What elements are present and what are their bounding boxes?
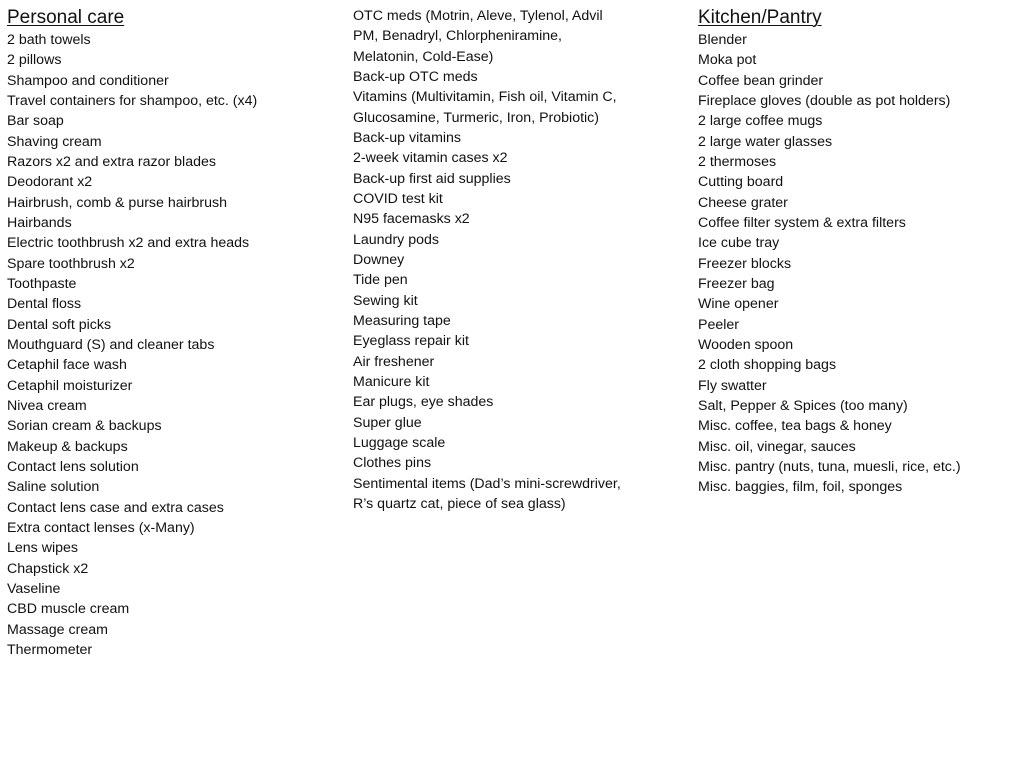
- list-item: Lens wipes: [7, 540, 78, 557]
- list-item-line: OTC meds (Motrin, Aleve, Tylenol, Advil: [353, 8, 603, 24]
- list-item: Manicure kit: [353, 373, 430, 390]
- list-item: Eyeglass repair kit: [353, 333, 469, 350]
- list-item: [353, 474, 688, 515]
- list-item: Super glue: [353, 414, 422, 431]
- list-item: Cutting board: [698, 174, 784, 191]
- list-item: Misc. coffee, tea bags & honey: [698, 418, 892, 435]
- list-item-line: Glucosamine, Turmeric, Iron, Probiotic): [353, 109, 599, 126]
- list-item: 2-week vitamin cases x2: [353, 150, 508, 167]
- list-item: Thermometer: [7, 641, 93, 658]
- heading-kitchen-pantry: Kitchen/Pantry: [698, 7, 822, 28]
- column-personal-care: [7, 6, 342, 660]
- list-item: Shampoo and conditioner: [7, 72, 169, 89]
- list-item: Extra contact lenses (x-Many): [7, 519, 195, 536]
- list-item: Laundry pods: [353, 231, 439, 248]
- list-item: Luggage scale: [353, 434, 446, 451]
- list-kitchen-pantry: [698, 30, 1020, 498]
- list-item: Measuring tape: [353, 312, 451, 329]
- list-item: Contact lens solution: [7, 458, 139, 475]
- list-item: Wooden spoon: [698, 336, 794, 353]
- list-item: 2 bath towels: [7, 32, 91, 48]
- list-item: Freezer blocks: [698, 255, 792, 272]
- list-item: Hairbrush, comb & purse hairbrush: [7, 194, 228, 211]
- list-item: Tide pen: [353, 272, 408, 289]
- list-item: Cetaphil moisturizer: [7, 377, 133, 394]
- list-item: Fly swatter: [698, 377, 767, 394]
- list-item: Contact lens case and extra cases: [7, 499, 224, 516]
- list-item: Deodorant x2: [7, 174, 93, 191]
- list-item: Spare toothbrush x2: [7, 255, 135, 272]
- list-item: COVID test kit: [353, 190, 443, 207]
- list-misc-supplies: [353, 6, 688, 514]
- list-item: Blender: [698, 32, 747, 48]
- list-item: Sorian cream & backups: [7, 418, 162, 435]
- list-item-line: PM, Benadryl, Chlorpheniramine,: [353, 28, 562, 45]
- column-misc-supplies: [353, 6, 688, 514]
- list-item: Back-up vitamins: [353, 129, 462, 146]
- list-item: Massage cream: [7, 621, 108, 638]
- list-item-line: R’s quartz cat, piece of sea glass): [353, 495, 566, 512]
- list-item: 2 thermoses: [698, 153, 777, 170]
- column-kitchen-pantry: [698, 6, 1020, 498]
- list-item: Back-up first aid supplies: [353, 170, 511, 187]
- list-item: Sewing kit: [353, 292, 418, 309]
- list-item: 2 large water glasses: [698, 133, 833, 150]
- list-item: Dental floss: [7, 296, 82, 313]
- list-item: Clothes pins: [353, 455, 432, 472]
- list-item: Dental soft picks: [7, 316, 112, 333]
- list-item: Cheese grater: [698, 194, 788, 211]
- list-item: Freezer bag: [698, 275, 775, 292]
- list-item: Coffee filter system & extra filters: [698, 214, 906, 231]
- list-item: Razors x2 and extra razor blades: [7, 153, 216, 170]
- list-item: Nivea cream: [7, 397, 87, 414]
- list-item: Cetaphil face wash: [7, 357, 127, 374]
- list-item: N95 facemasks x2: [353, 211, 470, 228]
- list-item: Shaving cream: [7, 133, 102, 150]
- list-item: Moka pot: [698, 52, 757, 69]
- list-item: CBD muscle cream: [7, 601, 130, 618]
- list-item: Electric toothbrush x2 and extra heads: [7, 235, 250, 252]
- list-item: Saline solution: [7, 479, 100, 496]
- list-item: Hairbands: [7, 214, 72, 231]
- list-item-line: Melatonin, Cold-Ease): [353, 48, 494, 65]
- list-item: Travel containers for shampoo, etc. (x4): [7, 92, 258, 109]
- list-item: Coffee bean grinder: [698, 72, 824, 89]
- list-item: [353, 87, 688, 128]
- list-item: Chapstick x2: [7, 560, 89, 577]
- list-item: 2 pillows: [7, 52, 62, 69]
- list-item: Back-up OTC meds: [353, 68, 478, 85]
- list-item: Misc. oil, vinegar, sauces: [698, 438, 856, 455]
- list-personal-care: [7, 30, 342, 660]
- list-item: Fireplace gloves (double as pot holders): [698, 92, 951, 109]
- list-item: 2 large coffee mugs: [698, 113, 823, 130]
- list-item: Downey: [353, 251, 405, 268]
- list-item: Ice cube tray: [698, 235, 780, 252]
- heading-personal-care: Personal care: [7, 7, 125, 28]
- list-item: Misc. pantry (nuts, tuna, muesli, rice, etc.): [698, 458, 961, 475]
- list-item: Ear plugs, eye shades: [353, 394, 494, 411]
- list-item: Wine opener: [698, 296, 779, 313]
- list-item: 2 cloth shopping bags: [698, 357, 837, 374]
- list-item: Bar soap: [7, 113, 64, 130]
- list-item: [353, 6, 688, 67]
- list-item-line: Vitamins (Multivitamin, Fish oil, Vitamin C,: [353, 89, 617, 106]
- list-item: Vaseline: [7, 580, 61, 597]
- list-item: Toothpaste: [7, 275, 77, 292]
- list-item-line: Sentimental items (Dad’s mini-screwdriver,: [353, 475, 621, 492]
- list-item: Salt, Pepper & Spices (too many): [698, 397, 908, 414]
- list-item: Peeler: [698, 316, 740, 333]
- list-item: Mouthguard (S) and cleaner tabs: [7, 336, 215, 353]
- list-item: Misc. baggies, film, foil, sponges: [698, 479, 903, 496]
- list-item: Makeup & backups: [7, 438, 128, 455]
- list-item: Air freshener: [353, 353, 435, 370]
